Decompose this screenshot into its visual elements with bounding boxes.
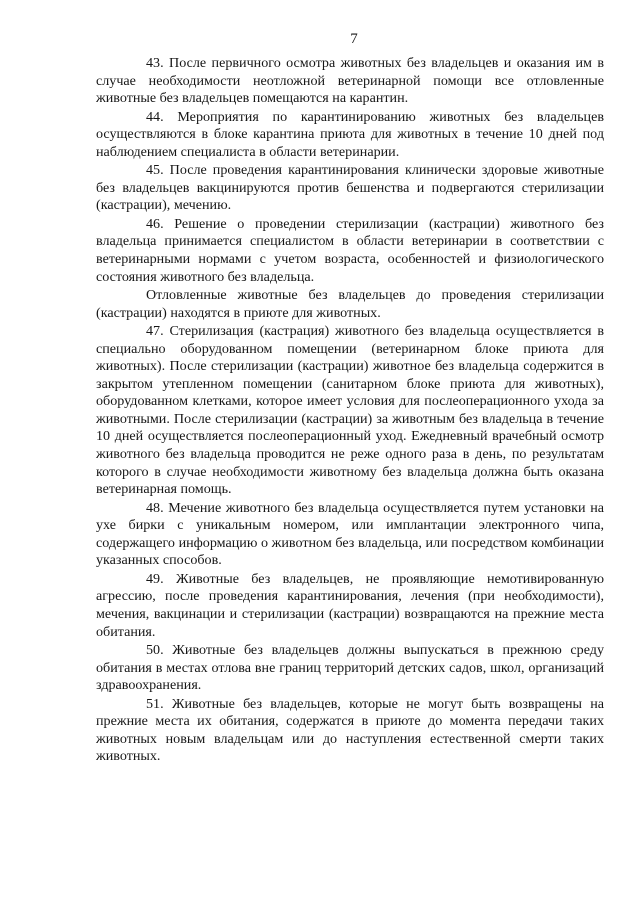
paragraph-46-continuation: Отловленные животные без владельцев до проведения стерилизации (кастрации) находятся в приюте для животных. xyxy=(96,287,604,321)
paragraph-48: 48. Мечение животного без владельца осуществляется путем установки на ухе бирки с уникальным номером, или имплантации электронного чипа, содержащего информацию о животном без владельца, или посредством комбинации указанных способов. xyxy=(96,499,604,569)
paragraph-45: 45. После проведения карантинирования клинически здоровые животные без владельцев вакцинируются против бешенства и подвергаются стерилизации (кастрации), мечению. xyxy=(96,162,604,214)
paragraph-49: 49. Животные без владельцев, не проявляющие немотивированную агрессию, после проведения карантинирования, лечения (при необходимости), мечения, вакцинации и стерилизации (кастрации) возвращаются на прежние места обитания. xyxy=(96,570,604,640)
paragraph-44: 44. Мероприятия по карантинированию животных без владельцев осуществляются в блоке карантина приюта для животных в течение 10 дней под наблюдением специалиста в области ветеринарии. xyxy=(96,108,604,160)
paragraph-46: 46. Решение о проведении стерилизации (кастрации) животного без владельца принимается специалистом в области ветеринарии в соответствии с ветеринарными нормами с учетом возраста, особенностей и физиологического состояния животного без владельца. xyxy=(96,215,604,285)
paragraph-43: 43. После первичного осмотра животных без владельцев и оказания им в случае необходимости неотложной ветеринарной помощи все отловленные животные без владельцев помещаются на карантин. xyxy=(96,55,604,107)
paragraph-51: 51. Животные без владельцев, которые не могут быть возвращены на прежние места их обитания, содержатся в приюте до момента передачи таких животных новым владельцам или до наступления естественной смерти таких животных. xyxy=(96,695,604,765)
page-number: 7 xyxy=(350,31,358,47)
paragraph-47: 47. Стерилизация (кастрация) животного без владельца осуществляется в специально оборудованном помещении (ветеринарном блоке приюта для животных). После стерилизации (кастрации) животное без владельца содержится в закрытом утепленном помещении (санитарном блоке приюта для животных), оборудованном клетками, которое имеет условия для послеоперационного ухода за животными. После стерилизации (кастрации) за животным без владельца в течение 10 дней осуществляется послеоперационный уход. Ежедневный врачебный осмотр животного без владельца проводится не реже одного раза в день, по результатам которого в случае необходимости животному без владельца должна быть оказана ветеринарная помощь. xyxy=(96,323,604,498)
paragraph-50: 50. Животные без владельцев должны выпускаться в прежнюю среду обитания в местах отлова вне границ территорий детских садов, школ, организаций здравоохранения. xyxy=(96,642,604,694)
document-page xyxy=(96,30,604,766)
